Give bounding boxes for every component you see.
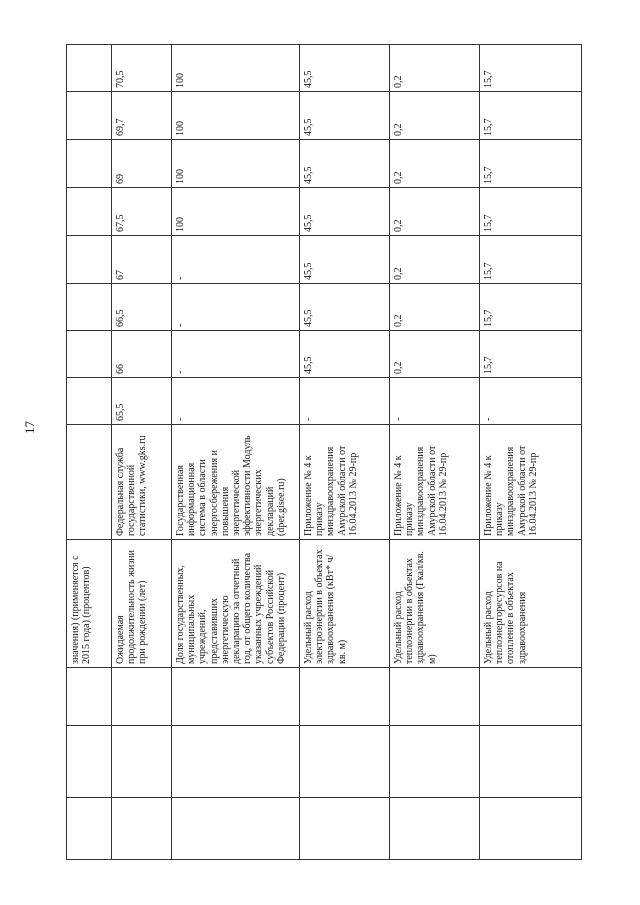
indicators-table (66, 44, 582, 860)
indicator-name: Доля государственных, муниципальных учреждений, представивших энергетическую декларацию за отчетный год, от общего количества указанных учреждений субъектов Российской Федерации (процент) (172, 540, 300, 668)
value-cell: - (300, 378, 390, 425)
table-row (67, 45, 112, 860)
value-cell: 15,7 (480, 92, 582, 140)
value-cell: 70,5 (112, 45, 172, 92)
page-number: 17 (22, 421, 37, 434)
indicator-name: Ожидаемая продолжительность жизни при рождении (лет) (112, 540, 172, 668)
value-cell: 45,5 (300, 45, 390, 92)
value-cell: 65,5 (112, 378, 172, 425)
value-cell: 15,7 (480, 236, 582, 284)
value-cell: 15,7 (480, 140, 582, 188)
cell-empty (67, 236, 112, 284)
value-cell: 0,2 (390, 236, 480, 284)
value-cell: 0,2 (390, 92, 480, 140)
cell-empty (480, 668, 582, 726)
value-cell: 0,2 (390, 331, 480, 378)
cell-empty (300, 798, 390, 860)
table-row (480, 45, 582, 860)
indicator-source: Федеральная служба государственной статистики, www.gks.ru (112, 425, 172, 540)
cell-empty (112, 798, 172, 860)
indicator-source: Приложение № 4 к приказу минздравоохранения Амурской области от 16.04.2013 № 29-пр (390, 425, 480, 540)
value-cell: 100 (172, 92, 300, 140)
value-cell: 45,5 (300, 140, 390, 188)
value-cell: 15,7 (480, 188, 582, 236)
cell-empty (67, 188, 112, 236)
cell-empty (112, 668, 172, 726)
cell-empty (67, 726, 112, 798)
cell-empty (390, 726, 480, 798)
rotated-table-wrapper (66, 45, 581, 860)
indicator-source: Приложение № 4 к приказу минздравоохранения Амурской области от 16.04.2013 № 29-пр (300, 425, 390, 540)
table-row (300, 45, 390, 860)
indicator-name: Удельный расход теплоэнергоресурсов на отопление в объектах здравоохранения (480, 540, 582, 668)
value-cell: 67,5 (112, 188, 172, 236)
value-cell: 69,7 (112, 92, 172, 140)
value-cell: 15,7 (480, 284, 582, 331)
value-cell: - (172, 236, 300, 284)
cell-empty (67, 45, 112, 92)
indicator-source: Государственная информационная система в области энергосбережения и повышения энергетической эффективности Модуль энергетических деклараций (dper.gisee.ru) (172, 425, 300, 540)
cell-empty (300, 668, 390, 726)
cell-empty (112, 726, 172, 798)
value-cell: 45,5 (300, 92, 390, 140)
value-cell: - (172, 284, 300, 331)
cell-empty (390, 798, 480, 860)
cell-empty (67, 425, 112, 540)
cell-empty (172, 668, 300, 726)
indicator-name: Удельный расход электроэнергии в объектах здравоохранения (кВт* ч/кв. м) (300, 540, 390, 668)
table-row (390, 45, 480, 860)
value-cell: 100 (172, 140, 300, 188)
cell-empty (480, 726, 582, 798)
cell-empty (67, 92, 112, 140)
value-cell: 45,5 (300, 331, 390, 378)
cell-empty (67, 140, 112, 188)
value-cell: 0,2 (390, 188, 480, 236)
cell-empty (67, 668, 112, 726)
value-cell: - (172, 331, 300, 378)
cell-empty (172, 798, 300, 860)
cell-empty (67, 284, 112, 331)
value-cell: - (172, 378, 300, 425)
value-cell: 67 (112, 236, 172, 284)
value-cell: 45,5 (300, 236, 390, 284)
table-row (172, 45, 300, 860)
value-cell: 45,5 (300, 188, 390, 236)
value-cell: 15,7 (480, 45, 582, 92)
value-cell: 45,5 (300, 284, 390, 331)
cell-empty (172, 726, 300, 798)
value-cell: 0,2 (390, 45, 480, 92)
indicator-name: Удельный расход теплоэнергии в объектах здравоохранения (Гкал/кв. м) (390, 540, 480, 668)
value-cell: 100 (172, 188, 300, 236)
cell-empty (480, 798, 582, 860)
cell-empty (300, 726, 390, 798)
cell-empty (67, 798, 112, 860)
cell-empty (67, 331, 112, 378)
value-cell: 66,5 (112, 284, 172, 331)
value-cell: 100 (172, 45, 300, 92)
value-cell: - (480, 378, 582, 425)
indicator-source: Приложение № 4 к приказу минздравоохранения Амурской области от 16.04.2013 № 29-пр (480, 425, 582, 540)
cell-empty (390, 668, 480, 726)
value-cell: 15,7 (480, 331, 582, 378)
cell-empty (67, 378, 112, 425)
value-cell: 69 (112, 140, 172, 188)
value-cell: 0,2 (390, 140, 480, 188)
value-cell: 66 (112, 331, 172, 378)
value-cell: 0,2 (390, 284, 480, 331)
table-row (112, 45, 172, 860)
carryover-text: значения) (применяется с 2015 года) (процентов) (67, 540, 112, 668)
value-cell: - (390, 378, 480, 425)
